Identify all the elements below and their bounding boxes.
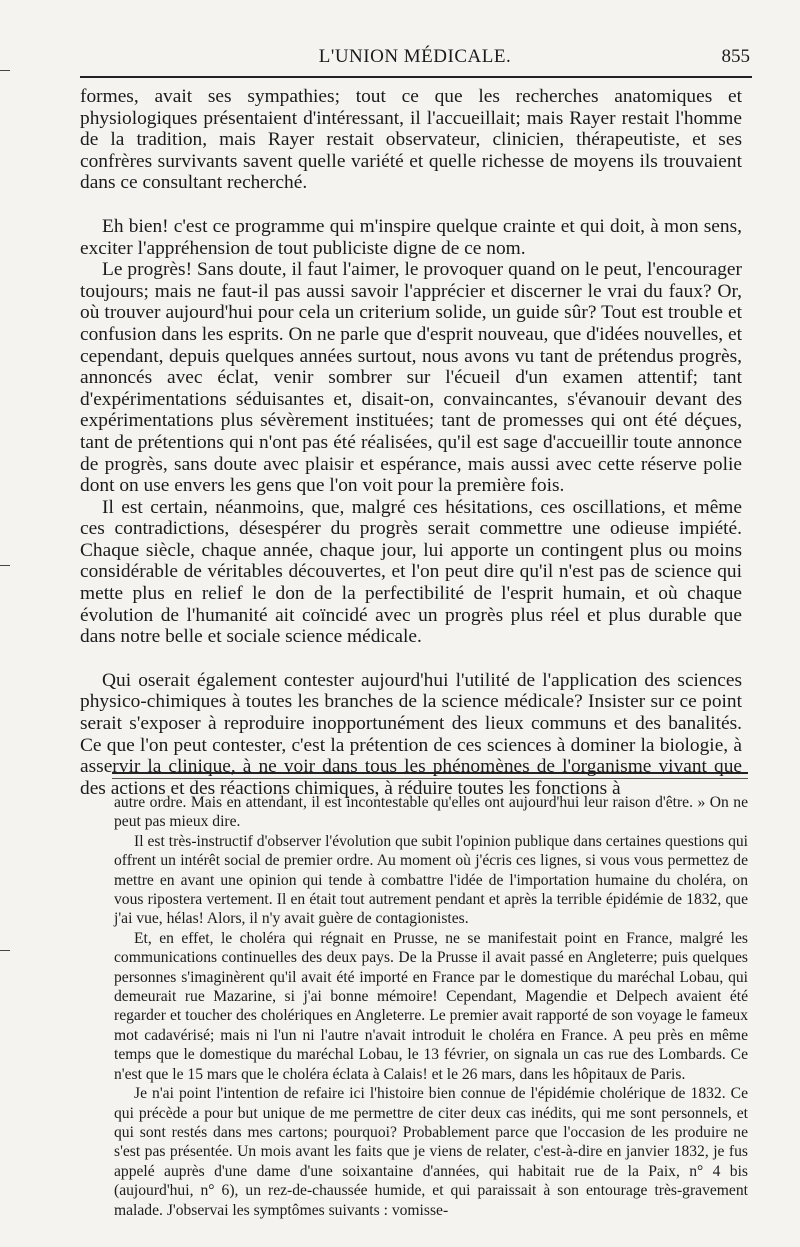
main-paragraph-3: Le progrès! Sans doute, il faut l'aimer, le provoquer quand on le peut, l'encourager toujours; mais ne faut-il pas aussi savoir l'apprécier et discerner le vrai du faux? Or, où trouver aujourd'hui pour cela un criterium solide, un guide sûr? Tout est trouble et confusion dans les esprits. On ne parle que d'esprit nouveau, que d'idées nouvelles, et cependant, depuis quelques années surtout, nous avons vu tant de prétendus progrès, annoncés avec éclat, venir sombrer sur l'écueil d'un examen attentif; tant d'expérimentations séduisantes et, disait-on, convaincantes, s'évanouir devant des expérimentations plus sévèrement instituées; tant de promesses qui ont été déçues, tant de prétentions qui n'ont pas été réalisées, qu'il est sage d'accueillir toute annonce de progrès, sans doute avec plaisir et espérance, mais aussi avec cette réserve polie dont on use envers les gens que l'on voit pour la première fois. (80, 259, 742, 497)
footnote-rule (112, 772, 748, 774)
margin-tick (0, 565, 10, 566)
main-paragraph-2: Eh bien! c'est ce programme qui m'inspire quelque crainte et qui doit, à mon sens, exciter l'appréhension de tout publiciste digne de ce nom. (80, 215, 742, 259)
footnote-rule-thin (112, 778, 748, 779)
margin-tick (0, 950, 10, 951)
page-header (80, 44, 750, 72)
margin-tick (0, 70, 10, 71)
header-rule (80, 76, 752, 78)
footnote-text (114, 793, 748, 1220)
note-paragraph-4: Je n'ai point l'intention de refaire ici l'histoire bien connue de l'épidémie cholérique de 1832. Ce qui précède a pour but unique de me permettre de citer deux cas inédits, qui me sont personnels, et qui sont restés dans mes cartons; pourquoi? Probablement parce que l'occasion de les produire ne s'est pas présentée. Un mois avant les faits que je viens de relater, c'est-à-dire en janvier 1832, je fus appelé auprès d'une dame d'une soixantaine d'années, qui habitait rue de la Paix, n° 4 bis (aujourd'hui, n° 6), un rez-de-chaussée humide, et qui paraissait à son entourage très-gravement malade. J'observai les symptômes suivants : vomisse- (114, 1085, 748, 1219)
note-paragraph-1: autre ordre. Mais en attendant, il est incontestable qu'elles ont aujourd'hui leur raison d'être. » On ne peut pas mieux dire. (114, 794, 748, 831)
main-paragraph-1: formes, avait ses sympathies; tout ce que les recherches anatomiques et physiologiques présentaient d'intéressant, il l'accueillait; mais Rayer restait l'homme de la tradition, mais Rayer restait observateur, clinicien, thérapeutiste, et ses confrères survivants savent quelle variété et quelle richesse de moyens ils trouvaient dans ce consultant recherché. (80, 86, 742, 194)
page-number: 855 (721, 46, 750, 67)
main-paragraph-5: Qui oserait également contester aujourd'hui l'utilité de l'application des sciences physico-chimiques à toutes les branches de la science médicale? Insister sur ce point serait s'exposer à reproduire inopportunément des lieux communs et des banalités. Ce que l'on peut contester, c'est la prétention de ces sciences à dominer la biologie, à asservir la clinique, à ne voir dans tous les phénomènes de l'organisme vivant que des actions et des réactions chimiques, à réduire toutes les fonctions à (80, 669, 742, 799)
note-paragraph-2: Il est très-instructif d'observer l'évolution que subit l'opinion publique dans certaines questions qui offrent un intérêt social de premier ordre. Au moment où j'écris ces lignes, si vous vous permettez de mettre en avant une opinion qui tende à combattre l'idée de l'importation humaine du choléra, on vous ripostera vertement. Il en était tout autrement pendant et après la terrible épidémie de 1832, que j'ai vue, hélas! Alors, il n'y avait guère de contagionistes. (114, 832, 748, 928)
running-title: L'UNION MÉDICALE. (318, 46, 512, 67)
main-text (80, 86, 742, 799)
note-paragraph-3: Et, en effet, le choléra qui régnait en Prusse, ne se manifestait point en France, malgré les communications continuelles des deux pays. De la Prusse il avait passé en Angleterre; puis quelques personnes s'imaginèrent qu'il avait été importé en France par le domestique du maréchal Lobau, qui demeurait rue Mazarine, si j'ai bonne mémoire! Cependant, Magendie et Delpech avaient été regarder et toucher des cholériques en Angleterre. Le premier avait rapporté de son voyage le fameux mot cadavérisé; mais ni l'un ni l'autre n'avait introduit le choléra en France. A peu près en même temps que le domestique du maréchal Lobau, le 13 février, on signala un cas rue des Lombards. Ce n'est que le 15 mars que le choléra éclata à Calais! et le 26 mars, dans les hôpitaux de Paris. (114, 929, 748, 1083)
main-paragraph-4: Il est certain, néanmoins, que, malgré ces hésitations, ces oscillations, et même ces contradictions, désespérer du progrès serait commettre une odieuse impiété. Chaque siècle, chaque année, chaque jour, lui apporte un contingent plus ou moins considérable de véritables découvertes, et l'on peut dire qu'il n'est pas de science qui mette plus en relief le don de la perfectibilité de l'esprit humain, et où chaque évolution de l'humanité ait coïncidé avec un progrès plus réel et plus durable que dans notre belle et sociale science médicale. (80, 496, 742, 648)
